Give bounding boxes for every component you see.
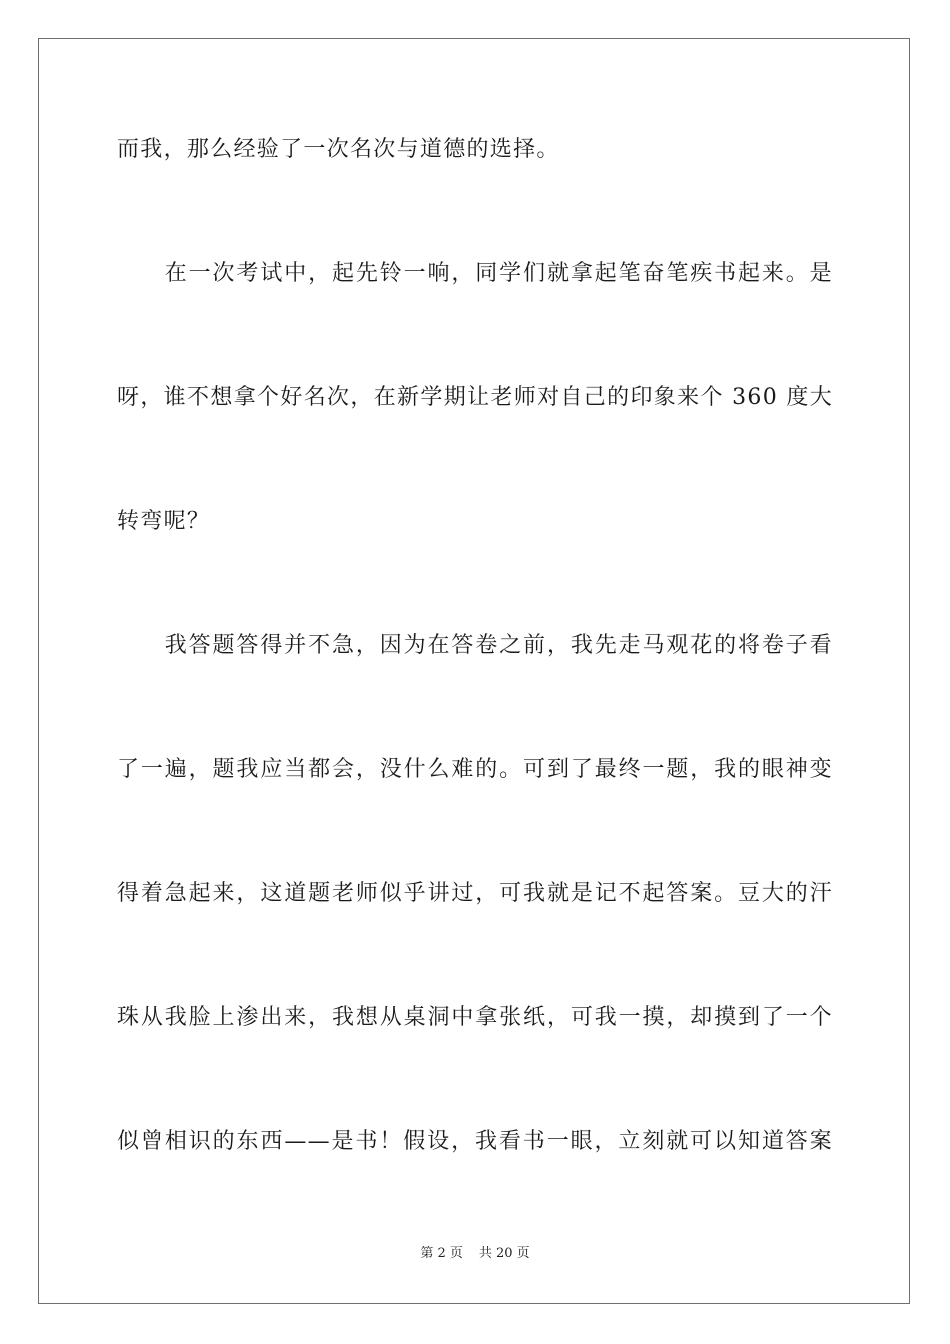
page-footer xyxy=(0,1245,950,1263)
page-total: 共 20 页 xyxy=(478,1246,530,1261)
text-line: 了一遍，题我应当都会，没什么难的。可到了最终一题，我的眼神变 xyxy=(117,757,833,782)
text-line: 珠从我脸上渗出来，我想从桌洞中拿张纸，可我一摸，却摸到了一个 xyxy=(117,1005,833,1030)
text-line: 而我，那么经验了一次名次与道德的选择。 xyxy=(117,137,560,162)
page-border xyxy=(38,38,910,1304)
text-line: 在一次考试中，起先铃一响，同学们就拿起笔奋笔疾书起来。是 xyxy=(117,261,833,286)
page-number: 第 2 页 xyxy=(420,1246,463,1261)
text-line: 得着急起来，这道题老师似乎讲过，可我就是记不起答案。豆大的汗 xyxy=(117,881,833,906)
text-line: 转弯呢？ xyxy=(117,509,211,534)
text-line: 我答题答得并不急，因为在答卷之前，我先走马观花的将卷子看 xyxy=(117,633,833,658)
text-line: 似曾相识的东西——是书！假设，我看书一眼，立刻就可以知道答案 xyxy=(117,1129,833,1154)
text-line: 呀，谁不想拿个好名次，在新学期让老师对自己的印象来个 360 度大 xyxy=(117,385,833,410)
